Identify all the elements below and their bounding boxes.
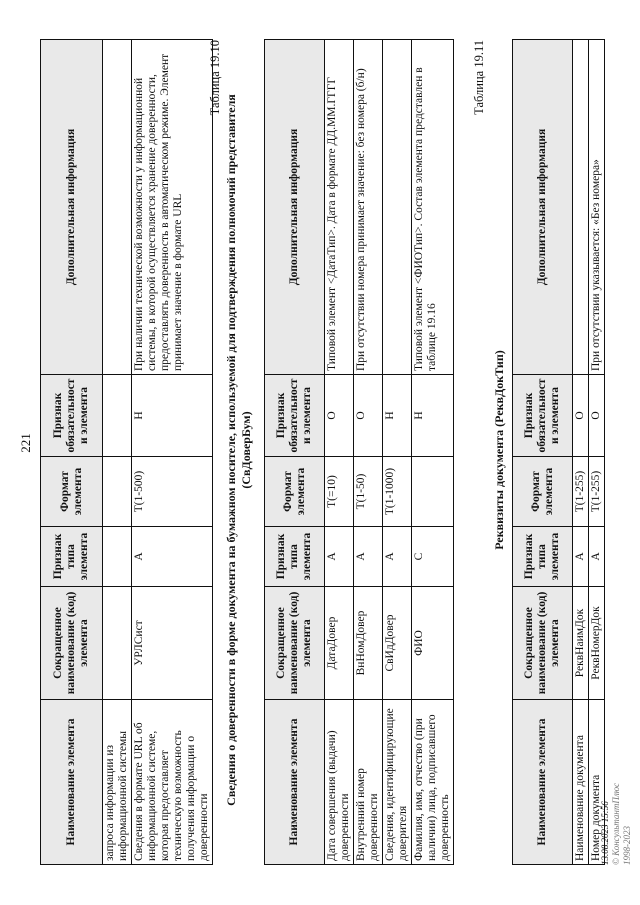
- col-header: Наименование элемента: [513, 700, 573, 865]
- cell: T(1-50): [354, 457, 383, 527]
- cell: РеквНаимДок: [573, 587, 589, 700]
- table-continuation: [40, 39, 213, 865]
- cell: ДатаДовер: [325, 587, 354, 700]
- col-header: Сокращенное наименование (код) элемента: [513, 587, 573, 700]
- cell: T(1-1000): [383, 457, 412, 527]
- cell: [103, 527, 132, 587]
- cell: СвИдДовер: [383, 587, 412, 700]
- cell: А: [573, 527, 589, 587]
- cell: При отсутствии указывается: «Без номера»: [589, 40, 605, 375]
- cell: А: [589, 527, 605, 587]
- cell: Н: [132, 375, 213, 457]
- col-header: Признак обязательности элемента: [513, 375, 573, 457]
- footer-stamp: [600, 665, 633, 865]
- cell: T(1-255): [573, 457, 589, 527]
- col-header: Признак типа элемента: [265, 527, 325, 587]
- footer-years: 1998-2023: [622, 826, 632, 865]
- footer-date: 13.08.2023 15:56: [600, 801, 610, 865]
- table-header-row: [265, 40, 325, 865]
- col-header: Признак типа элемента: [41, 527, 103, 587]
- table-row: [325, 40, 354, 865]
- col-header: Признак обязательности элемента: [41, 375, 103, 457]
- table-row: [573, 40, 589, 865]
- col-header: Сокращенное наименование (код) элемента: [41, 587, 103, 700]
- cell: Типовой элемент <ФИОТип>. Состав элемента представлен в таблице 19.16: [412, 40, 454, 375]
- col-header: Дополнительная информация: [41, 40, 103, 375]
- table-caption: Таблица 19.10: [208, 40, 222, 116]
- table-19-11: [512, 39, 605, 865]
- cell: T(1-255): [589, 457, 605, 527]
- cell: А: [383, 527, 412, 587]
- cell: ВнНомДовер: [354, 587, 383, 700]
- table-19-10: [264, 39, 454, 865]
- cell: А: [354, 527, 383, 587]
- cell: Сведения, идентифицирующие доверителя: [383, 700, 412, 865]
- cell: Типовой элемент <ДатаТип>. Дата в формате ДД.ММ.ГГГГ: [325, 40, 354, 375]
- cell: T(1-500): [132, 457, 213, 527]
- cell: О: [354, 375, 383, 457]
- table-row: [354, 40, 383, 865]
- col-header: Формат элемента: [265, 457, 325, 527]
- col-header: Наименование элемента: [41, 700, 103, 865]
- cell: Фамилия, имя, отчество (при наличии) лица, подписавшего доверенность: [412, 700, 454, 865]
- table-caption: Таблица 19.11: [472, 40, 486, 115]
- cell: [103, 587, 132, 700]
- cell: Дата совершения (выдачи) доверенности: [325, 700, 354, 865]
- cell: [412, 457, 454, 527]
- cell: [103, 40, 132, 375]
- col-header: Дополнительная информация: [265, 40, 325, 375]
- col-header: Сокращенное наименование (код) элемента: [265, 587, 325, 700]
- col-header: Наименование элемента: [265, 700, 325, 865]
- cell: [103, 457, 132, 527]
- cell: [383, 40, 412, 375]
- table-title: Реквизиты документа (РеквДокТип): [492, 350, 506, 550]
- table-row: [103, 40, 132, 865]
- footer-source: © КонсультантПлюс: [611, 783, 621, 865]
- col-header: Формат элемента: [513, 457, 573, 527]
- cell: [573, 40, 589, 375]
- cell: А: [325, 527, 354, 587]
- table-header-row: [513, 40, 573, 865]
- cell: Номер документа: [589, 700, 605, 865]
- col-header: Признак обязательности элемента: [265, 375, 325, 457]
- table-row: [383, 40, 412, 865]
- cell: ФИО: [412, 587, 454, 700]
- cell: Внутренний номер доверенности: [354, 700, 383, 865]
- cell: О: [325, 375, 354, 457]
- cell: Сведения в формате URL об информационной системе, которая предоставляет техническую возможность получения информации о доверенности: [132, 700, 213, 865]
- cell: запроса информации из информационной системы: [103, 700, 132, 865]
- table-header-row: [41, 40, 103, 865]
- cell: Н: [383, 375, 412, 457]
- col-header: Формат элемента: [41, 457, 103, 527]
- table-row: [132, 40, 213, 865]
- cell: Н: [412, 375, 454, 457]
- cell: Наименование документа: [573, 700, 589, 865]
- cell: С: [412, 527, 454, 587]
- cell: [103, 375, 132, 457]
- cell: T(=10): [325, 457, 354, 527]
- page-number: 221: [18, 433, 33, 453]
- cell: А: [132, 527, 213, 587]
- cell: О: [589, 375, 605, 457]
- cell: При наличии технической возможности у информационной системы, в которой осуществляется хранение доверенности, предоставлять доверенность в автоматическом режиме. Элемент принимает значение в формате URL: [132, 40, 213, 375]
- cell: РеквНомерДок: [589, 587, 605, 700]
- cell: УРЛСист: [132, 587, 213, 700]
- col-header: Признак типа элемента: [513, 527, 573, 587]
- col-header: Дополнительная информация: [513, 40, 573, 375]
- table-row: [412, 40, 454, 865]
- cell: При отсутствии номера принимает значение: без номера (б/н): [354, 40, 383, 375]
- table-title: Сведения о доверенности в форме документа на бумажном носителе, используемой для подтверждения полномочий представителя (СвДоверБум): [224, 94, 253, 806]
- cell: О: [573, 375, 589, 457]
